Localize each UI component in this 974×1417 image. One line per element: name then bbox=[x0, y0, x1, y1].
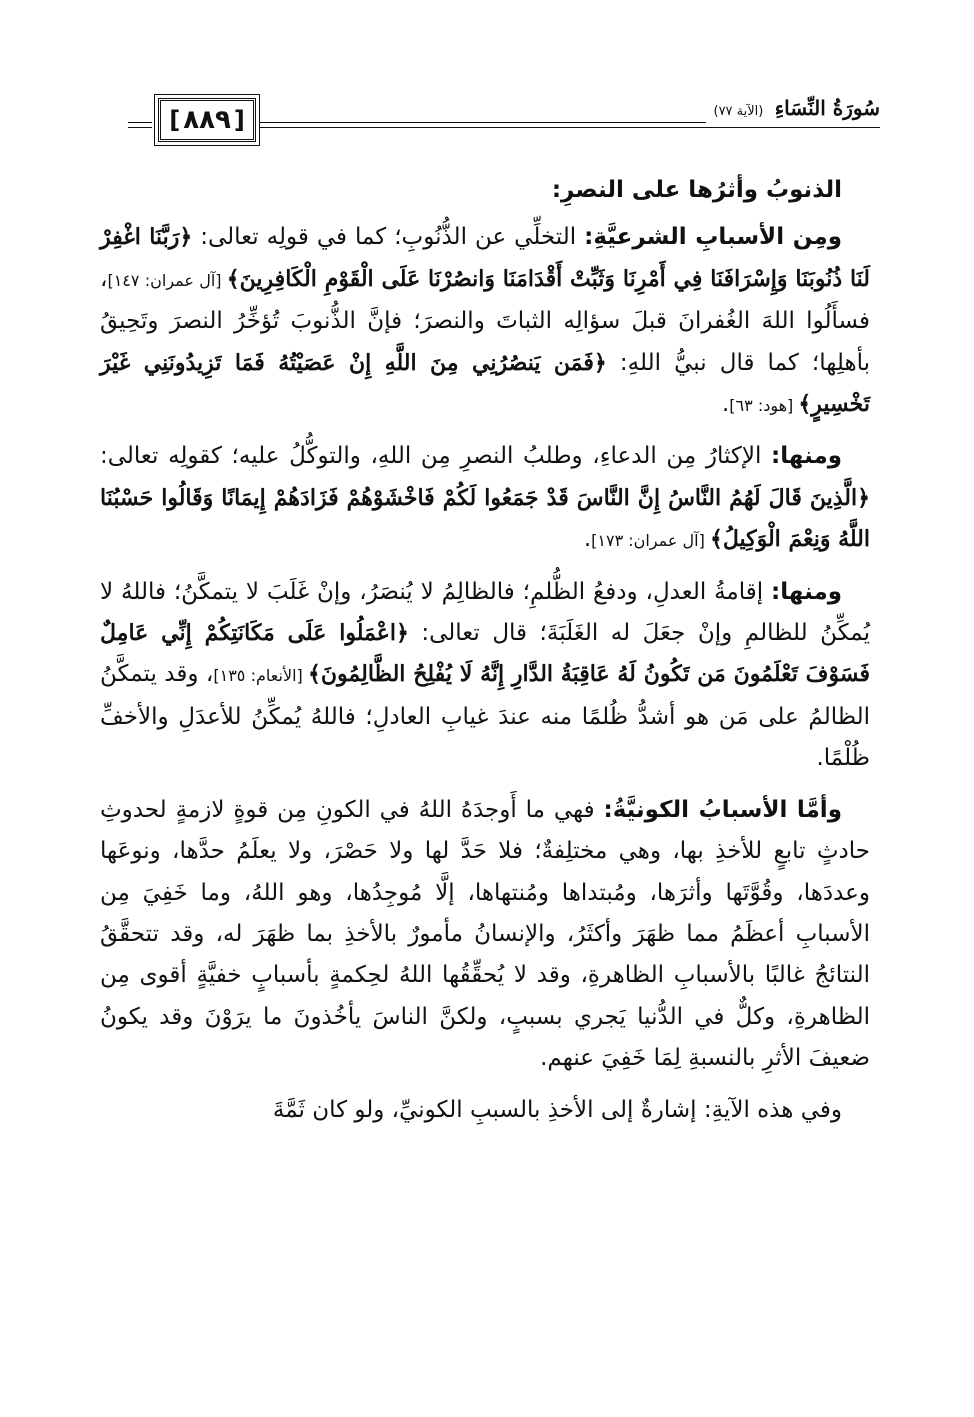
page-body bbox=[100, 170, 870, 1141]
verse-reference: [آل عمران: ١٤٧] bbox=[107, 270, 227, 290]
verse-reference: [الأنعام: ١٣٥] bbox=[213, 666, 308, 686]
paragraph-lead: ومنها: bbox=[771, 578, 842, 605]
section-heading: الذنوبُ وأثرُها على النصرِ: bbox=[551, 177, 842, 203]
page-header bbox=[128, 96, 880, 146]
paragraph-text: ، فسأَلُوا اللهَ الغُفرانَ قبلَ سؤالِه الثباتَ والنصرَ؛ فإنَّ الذُّنوبَ تُؤخِّرُ النصرَ وتَحِيقُ بأهلِها؛ كما قال نبيُّ اللهِ: bbox=[100, 265, 870, 376]
paragraph-lead: ومِن الأسبابِ الشرعيَّةِ: bbox=[584, 224, 842, 251]
ayah-reference: (الآية ٧٧) bbox=[713, 104, 764, 119]
quran-verse: ﴿اعْمَلُوا عَلَى مَكَانَتِكُمْ إِنِّي عَامِلٌ فَسَوْفَ تَعْلَمُونَ مَن تَكُونُ لَهُ عَاقِبَةُ الدَّارِ إِنَّهُ لَا يُفْلِحُ الظَّالِمُونَ﴾ bbox=[100, 620, 870, 688]
surah-title: سُورَةُ النِّسَاءِ bbox=[774, 96, 880, 120]
page-number: ٨٨٩ bbox=[183, 105, 231, 135]
paragraph-lead: ومنها: bbox=[771, 443, 842, 470]
paragraph-dua bbox=[100, 436, 870, 561]
paragraph-cosmic-causes bbox=[100, 790, 870, 1080]
paragraph-text: إقامةُ العدلِ، ودفعُ الظُّلمِ؛ فالظالِمُ لا يُنصَرُ، وإنْ غَلَبَ لا يتمكَّنُ؛ فاللهُ لا يُمكِّنُ للظالمِ وإنْ جعَلَ له الغَلَبَةَ؛ قال تعالى: bbox=[100, 578, 870, 647]
verse-reference: [آل عمران: ١٧٣] bbox=[591, 531, 710, 551]
running-title bbox=[706, 96, 881, 124]
paragraph-justice bbox=[100, 572, 870, 780]
quran-verse: ﴿رَبَّنَا اغْفِرْ لَنَا ذُنُوبَنَا وَإِسْرَافَنَا فِي أَمْرِنَا وَثَبِّتْ أَقْدَامَنَا وَانصُرْنَا عَلَى الْقَوْمِ الْكَافِرِينَ﴾ bbox=[100, 224, 870, 292]
verse-reference: [هود: ٦٣] bbox=[729, 396, 799, 416]
quran-verse: ﴿الَّذِينَ قَالَ لَهُمُ النَّاسُ إِنَّ النَّاسَ قَدْ جَمَعُوا لَكُمْ فَاخْشَوْهُمْ فَزَادَهُمْ إِيمَانًا وَقَالُوا حَسْبُنَا اللَّهُ وَنِعْمَ الْوَكِيلُ﴾ bbox=[100, 484, 870, 553]
paragraph-end: . bbox=[721, 391, 730, 418]
quran-verse: ﴿فَمَن يَنصُرُنِي مِنَ اللَّهِ إِنْ عَصَيْتُهُ فَمَا تَزِيدُونَنِي غَيْرَ تَخْسِيرٍ﴾ bbox=[100, 349, 870, 418]
page-number-frame: [ ٨٨٩ ] bbox=[158, 98, 256, 142]
paragraph-text: فهي ما أَوجدَهُ اللهُ في الكونِ مِن قوةٍ لازمةٍ لحدوثِ حادثٍ تابعٍ للأخذِ بها، وهي مختلِفةٌ؛ فلا حَدَّ لها ولا حَصْرَ، ولا يعلَمُ حدَّها، ونوعَها وعددَها، وقُوَّتَها وأثرَها، ومُبتداها ومُنتهاها، إلَّا مُوجِدُها، وهو اللهُ، وما خَفِيَ مِن الأسبابِ أعظَمُ مما ظهَرَ وأكثَرُ، والإنسانُ مأمورٌ بالأخذِ بما ظهَرَ له، وقد تتحقَّقُ النتائجُ غالبًا بالأسبابِ الظاهرةِ، وقد لا يُحقِّقُها اللهُ لحِكمةٍ بأسبابٍ خفيَّةٍ أقوى مِن الظاهرةِ، وكلٌّ في الدُّنيا يَجري بسببٍ، ولكنَّ الناسَ يأخُذونَ ما يرَوْنَ وقد يكونُ ضعيفَ الأثرِ بالنسبةِ لِمَا خَفِيَ عنهم. bbox=[100, 796, 870, 1072]
paragraph-text: ، وقد يتمكَّنُ الظالمُ على مَن هو أشدُّ ظُلمًا منه عندَ غيابِ العادلِ؛ فاللهُ يُمكِّنُ للأعدَلِ والأخفِّ ظُلْمًا. bbox=[100, 661, 870, 772]
paragraph-text: التخلِّي عن الذُّنُوبِ؛ كما في قولِه تعالى: bbox=[192, 224, 585, 251]
paragraph-lead: وأمَّا الأسبابُ الكونيَّةُ: bbox=[603, 796, 842, 823]
paragraph-end: . bbox=[583, 526, 592, 553]
paragraph-text: وفي هذه الآيةِ: إشارةٌ إلى الأخذِ بالسببِ الكونيِّ، ولو كان ثَمَّةَ bbox=[272, 1096, 842, 1123]
paragraph-sins bbox=[100, 217, 870, 426]
paragraph-verse-indication bbox=[100, 1090, 870, 1131]
paragraph-text: الإكثارُ مِن الدعاءِ، وطلبُ النصرِ مِن اللهِ، والتوكُّلُ عليه؛ كقولِه تعالى: bbox=[100, 443, 772, 470]
